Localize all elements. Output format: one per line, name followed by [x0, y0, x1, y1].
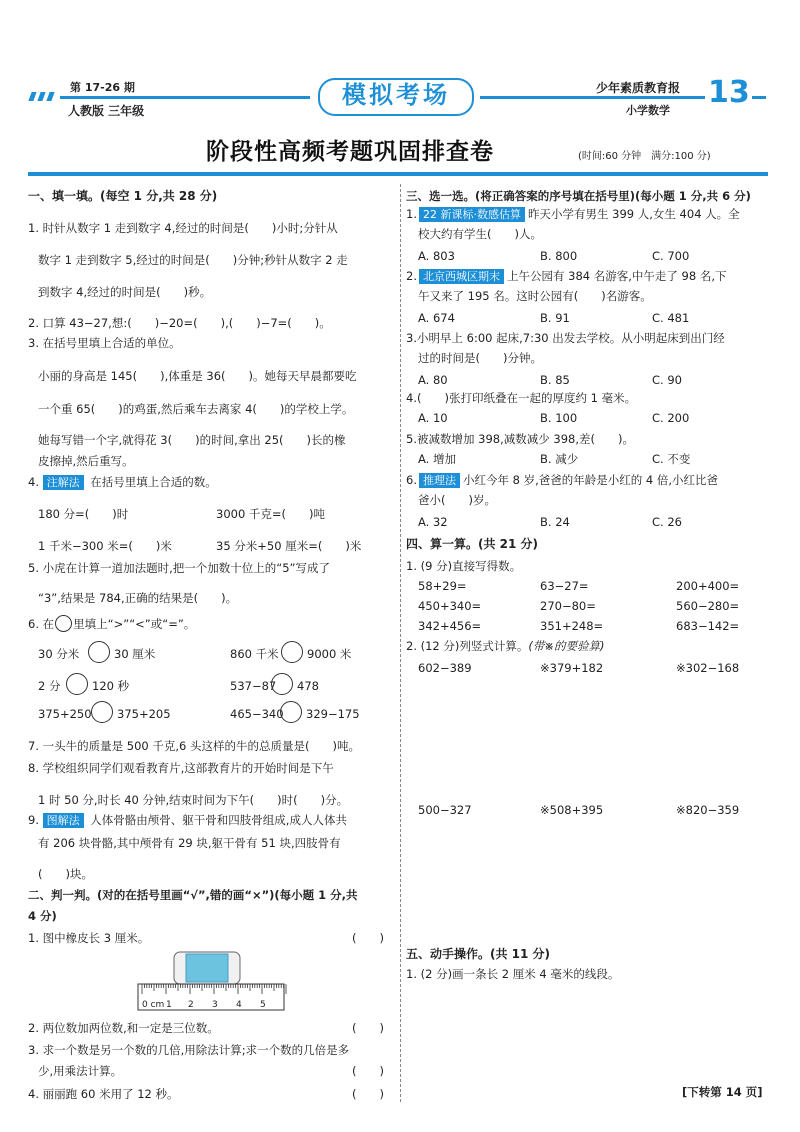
- mc-question: [406, 206, 740, 222]
- q3-line3: 一个重 65( )的鸡蛋,然后乘车去离家 4( )的学校上学。: [38, 402, 354, 416]
- q9-tag: 图解法: [43, 813, 84, 828]
- oral-calc: 58+29=: [418, 579, 467, 593]
- mc-question: [406, 390, 636, 406]
- q8-line1: 8. 学校组织同学们观看教育片,这部教育片的开始时间是下午: [28, 761, 334, 775]
- q9-number: 9.: [28, 813, 39, 827]
- q1-line1: 1. 时针从数字 1 走到数字 4,经过的时间是( )小时;分针从: [28, 221, 338, 235]
- q3-line2: 小丽的身高是 145( ),体重是 36( )。她每天早晨都要吃: [38, 369, 357, 383]
- ruler-label: 5: [260, 1000, 266, 1010]
- mc-option[interactable]: B. 减少: [540, 452, 579, 466]
- q6-pre: 6. 在: [28, 617, 55, 631]
- oral-calc: 683−142=: [676, 619, 740, 633]
- oral-calc: 342+456=: [418, 619, 482, 633]
- q6-right: 30 厘米: [114, 647, 156, 661]
- q2: 2. 口算 43−27,想:( )−20=( ),( )−7=( )。: [28, 316, 331, 330]
- judge-item: 1. 图中橡皮长 3 厘米。: [28, 931, 150, 945]
- mc-option[interactable]: A. 10: [418, 411, 448, 425]
- mc-text: 被减数增加 398,减数减少 398,差( )。: [416, 432, 634, 446]
- answer-paren[interactable]: ( ): [352, 1021, 384, 1035]
- mc-question: [406, 431, 634, 447]
- subject: 小学数学: [626, 104, 670, 117]
- mc-tag: 推理法: [419, 473, 460, 488]
- section4-title: 四、算一算。(共 21 分): [406, 537, 539, 551]
- mc-question: [406, 268, 727, 284]
- vertical-calc: ※302−168: [676, 661, 740, 675]
- oral-calc: 270−80=: [540, 599, 596, 613]
- judge-item: 3. 求一个数是另一个数的几倍,用除法计算;求一个数的几倍是多: [28, 1043, 350, 1057]
- vertical-calc: 602−389: [418, 661, 472, 675]
- q6-left: 375+250: [38, 707, 92, 721]
- mc-text: 小明早上 6:00 起床,7:30 出发去学校。从小明起床到出门经: [416, 331, 725, 345]
- doc-meta: (时间:60 分钟 满分:100 分): [578, 151, 711, 162]
- header-rule-right: [480, 96, 705, 99]
- edition: 人教版 三年级: [68, 104, 145, 118]
- doc-title: 阶段性高频考题巩固排查卷: [206, 139, 494, 165]
- q3-line4: 她每写错一个字,就得花 3( )的时间,拿出 25( )长的橡: [38, 433, 346, 447]
- header-rule-end: [752, 96, 766, 99]
- mc-option[interactable]: C. 700: [652, 249, 690, 263]
- vertical-calc: 500−327: [418, 803, 472, 817]
- q4-item: 3000 千克=( )吨: [216, 507, 326, 521]
- header-rule-left: [60, 96, 310, 99]
- judge-item-cont: 少,用乘法计算。: [38, 1064, 123, 1078]
- mc-text: 小红今年 8 岁,爸爸的年龄是小红的 4 倍,小红比爸: [462, 473, 719, 487]
- q6-left: 860 千米: [230, 647, 279, 661]
- eraser-sleeve: [186, 954, 228, 982]
- section1-title: 一、填一填。(每空 1 分,共 28 分): [28, 189, 218, 203]
- page-number: 13: [708, 75, 750, 110]
- mc-option[interactable]: A. 增加: [418, 452, 456, 466]
- mc-option[interactable]: A. 32: [418, 515, 448, 529]
- q9-line3: ( )块。: [38, 867, 93, 881]
- issue-number: 第 17-26 期: [70, 81, 135, 94]
- mc-number: 4.: [406, 391, 417, 405]
- ruler-label: 0 cm: [142, 1000, 165, 1010]
- q6-right: 120 秒: [92, 679, 130, 693]
- q4-tag: 注解法: [43, 475, 84, 490]
- q6-left: 30 分米: [38, 647, 80, 661]
- mc-option[interactable]: B. 100: [540, 411, 578, 425]
- ruler-figure: [130, 950, 290, 1016]
- mc-tag: 北京西城区期末: [419, 269, 504, 284]
- answer-paren[interactable]: ( ): [352, 931, 384, 945]
- oral-calc: 450+340=: [418, 599, 482, 613]
- q6-left: 2 分: [38, 679, 61, 693]
- q4-number: 4.: [28, 475, 39, 489]
- q6-right: 329−175: [306, 707, 360, 721]
- mc-number: 5.: [406, 432, 417, 446]
- mc-option[interactable]: C. 不变: [652, 452, 691, 466]
- q6-left: 537−87: [230, 679, 277, 693]
- q6-right: 9000 米: [307, 647, 352, 661]
- answer-paren[interactable]: ( ): [352, 1064, 384, 1078]
- vertical-calc: ※820−359: [676, 803, 740, 817]
- q6-right: 375+205: [117, 707, 171, 721]
- oral-calc: 351+248=: [540, 619, 604, 633]
- section2-title-cont: 4 分): [28, 909, 57, 923]
- mc-option[interactable]: B. 85: [540, 373, 570, 387]
- ruler-label: 1: [166, 1000, 172, 1010]
- publisher: 少年素质教育报: [596, 81, 681, 95]
- q6-prompt: [28, 615, 195, 632]
- compare-circle[interactable]: [66, 673, 88, 695]
- q5-line1: 5. 小虎在计算一道加法题时,把一个加数十位上的“5”写成了: [28, 561, 331, 575]
- q9-line2: 有 206 块骨骼,其中颅骨有 29 块,躯干骨有 51 块,四肢骨有: [38, 836, 341, 850]
- section5-title: 五、动手操作。(共 11 分): [406, 947, 551, 961]
- banner-title: 模拟考场: [342, 81, 450, 109]
- mc-text-cont: 爸小( )岁。: [418, 493, 496, 507]
- title-rule: [28, 172, 768, 176]
- sec4-q2-text: 2. (12 分)列竖式计算。: [406, 639, 529, 653]
- q4: [28, 474, 217, 490]
- compare-circle[interactable]: [91, 701, 113, 723]
- q6-left: 465−340: [230, 707, 284, 721]
- ruler-label: 3: [212, 1000, 218, 1010]
- mc-text-cont: 过的时间是( )分钟。: [418, 351, 542, 365]
- mc-tag: 22 新课标·数感估算: [419, 207, 525, 222]
- mc-option[interactable]: A. 803: [418, 249, 455, 263]
- q6-post: 里填上“>”“<”或“=”。: [73, 617, 196, 631]
- mc-option[interactable]: A. 674: [418, 311, 455, 325]
- q8-line2: 1 时 50 分,时长 40 分钟,结束时间为下午( )时( )分。: [38, 793, 349, 807]
- compare-circle[interactable]: [280, 701, 302, 723]
- mc-text: 昨天小学有男生 399 人,女生 404 人。全: [527, 207, 740, 221]
- oral-calc: 200+400=: [676, 579, 740, 593]
- section3-title: 三、选一选。(将正确答案的序号填在括号里)(每小题 1 分,共 6 分): [406, 189, 751, 203]
- section2-title: 二、判一判。(对的在括号里画“√”,错的画“×”)(每小题 1 分,共: [28, 888, 358, 902]
- mc-text-cont: 校大约有学生( )人。: [418, 227, 542, 241]
- compare-circle[interactable]: [271, 673, 293, 695]
- mc-number: 3.: [406, 331, 417, 345]
- compare-circle[interactable]: [88, 641, 110, 663]
- compare-circle[interactable]: [281, 641, 303, 663]
- mc-question: [406, 472, 718, 488]
- oral-calc: 63−27=: [540, 579, 589, 593]
- sec4-q1: 1. (9 分)直接写得数。: [406, 559, 522, 573]
- q3-line5: 皮擦掉,然后重写。: [38, 454, 134, 468]
- q4-item: 180 分=( )时: [38, 507, 129, 521]
- mc-text-cont: 午又来了 195 名。这时公园有( )名游客。: [418, 289, 652, 303]
- mc-text: ( )张打印纸叠在一起的厚度约 1 毫米。: [416, 391, 637, 405]
- judge-item: 4. 丽丽跑 60 米用了 12 秒。: [28, 1087, 179, 1101]
- mc-option[interactable]: B. 91: [540, 311, 570, 325]
- vertical-calc: ※508+395: [540, 803, 604, 817]
- mc-text: 上午公园有 384 名游客,中午走了 98 名,下: [506, 269, 727, 283]
- mc-option[interactable]: B. 24: [540, 515, 570, 529]
- judge-item: 2. 两位数加两位数,和一定是三位数。: [28, 1021, 219, 1035]
- footer-note: [下转第 14 页]: [682, 1085, 763, 1099]
- q4-item: 35 分米+50 厘米=( )米: [216, 539, 362, 553]
- mc-option[interactable]: A. 80: [418, 373, 448, 387]
- q9-text: 人体骨骼由颅骨、躯干骨和四肢骨组成,成人人体共: [90, 813, 347, 827]
- column-divider: [400, 184, 401, 1102]
- ruler-label: 2: [188, 1000, 194, 1010]
- q6-right: 478: [297, 679, 319, 693]
- q9-line1: [28, 812, 347, 828]
- q7: 7. 一头牛的质量是 500 千克,6 头这样的牛的总质量是( )吨。: [28, 739, 360, 753]
- footer-note-text: 下转第 14 页: [687, 1085, 758, 1099]
- mc-question: [406, 330, 725, 346]
- mc-number: 6.: [406, 473, 417, 487]
- mc-option[interactable]: C. 90: [652, 373, 682, 387]
- mc-option[interactable]: B. 800: [540, 249, 578, 263]
- answer-paren[interactable]: ( ): [352, 1087, 384, 1101]
- q5-line2: “3”,结果是 784,正确的结果是( )。: [38, 591, 238, 605]
- q3-line1: 3. 在括号里填上合适的单位。: [28, 336, 181, 350]
- mc-option[interactable]: C. 26: [652, 515, 682, 529]
- mc-option[interactable]: C. 481: [652, 311, 690, 325]
- sec4-q2: [406, 638, 605, 654]
- ruler-label: 4: [236, 1000, 242, 1010]
- oral-calc: 560−280=: [676, 599, 740, 613]
- mc-number: 2.: [406, 269, 417, 283]
- sec5-q1: 1. (2 分)画一条长 2 厘米 4 毫米的线段。: [406, 967, 620, 981]
- q4-item: 1 千米−300 米=( )米: [38, 539, 172, 553]
- q4-text: 在括号里填上合适的数。: [90, 475, 217, 489]
- q1-line2: 数字 1 走到数字 5,经过的时间是( )分钟;秒针从数字 2 走: [38, 253, 348, 267]
- mc-number: 1.: [406, 207, 417, 221]
- compare-circle-icon: [55, 615, 72, 632]
- mc-option[interactable]: C. 200: [652, 411, 690, 425]
- q1-line3: 到数字 4,经过的时间是( )秒。: [38, 285, 212, 299]
- sec4-q2-note: (带※的要验算): [528, 639, 605, 653]
- vertical-calc: ※379+182: [540, 661, 604, 675]
